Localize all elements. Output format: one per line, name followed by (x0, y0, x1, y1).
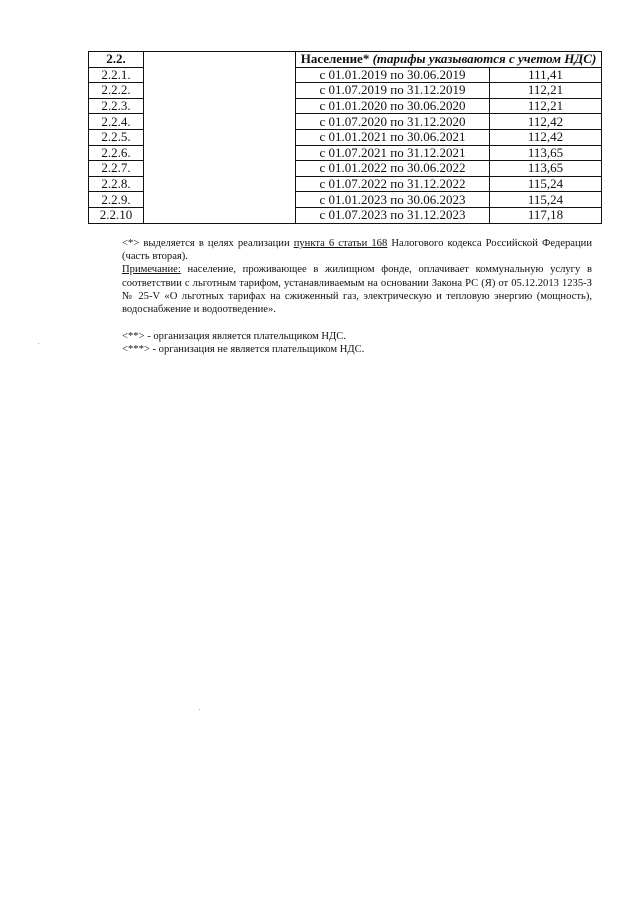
scan-speck (38, 343, 39, 344)
blank-cell (144, 52, 296, 68)
row-number: 2.2.8. (89, 176, 144, 192)
table-row (89, 207, 602, 223)
row-number: 2.2.7. (89, 161, 144, 177)
section-number: 2.2. (89, 52, 144, 68)
row-value: 112,21 (490, 98, 602, 114)
row-period: с 01.07.2020 по 31.12.2020 (296, 114, 490, 130)
table-row (89, 161, 602, 177)
table-header-row (89, 52, 602, 68)
tariff-table (88, 51, 602, 224)
table-row (89, 129, 602, 145)
row-number: 2.2.4. (89, 114, 144, 130)
row-value: 112,42 (490, 129, 602, 145)
blank-cell (144, 114, 296, 130)
row-value: 111,41 (490, 67, 602, 83)
row-number: 2.2.2. (89, 83, 144, 99)
footnote-vat-allocated (122, 237, 592, 263)
table-row (89, 176, 602, 192)
row-value: 112,21 (490, 83, 602, 99)
row-value: 115,24 (490, 176, 602, 192)
row-period: с 01.07.2019 по 31.12.2019 (296, 83, 490, 99)
table-row (89, 114, 602, 130)
row-period: с 01.01.2023 по 30.06.2023 (296, 192, 490, 208)
remark-label: Примечание: (122, 264, 181, 276)
row-number: 2.2.5. (89, 129, 144, 145)
row-period: с 01.07.2022 по 31.12.2022 (296, 176, 490, 192)
row-value: 113,65 (490, 161, 602, 177)
row-period: с 01.07.2023 по 31.12.2023 (296, 207, 490, 223)
footnote1-prefix: <*> выделяется в целях реализации (122, 238, 294, 249)
row-period: с 01.07.2021 по 31.12.2021 (296, 145, 490, 161)
blank-cell (144, 176, 296, 192)
row-value: 117,18 (490, 207, 602, 223)
row-period: с 01.01.2020 по 30.06.2020 (296, 98, 490, 114)
blank-cell (144, 207, 296, 223)
blank-cell (144, 192, 296, 208)
table-row (89, 98, 602, 114)
row-number: 2.2.6. (89, 145, 144, 161)
row-number: 2.2.10 (89, 207, 144, 223)
row-number: 2.2.3. (89, 98, 144, 114)
footnote1-suffix: Налогового кодекса Российской Федерации (часть вторая). (122, 238, 592, 263)
blank-cell (144, 129, 296, 145)
scan-speck (199, 709, 200, 710)
table-row (89, 67, 602, 83)
notes-block (122, 237, 592, 357)
tax-code-link[interactable]: пункта 6 статьи 168 (293, 238, 388, 249)
footnote-non-vat-payer: <***> - организация не является плательщиком НДС. (122, 344, 365, 356)
row-value: 115,24 (490, 192, 602, 208)
blank-cell (144, 67, 296, 83)
blank-cell (144, 161, 296, 177)
row-period: с 01.01.2022 по 30.06.2022 (296, 161, 490, 177)
section-title-italic: (тарифы указываются с учетом НДС) (372, 51, 597, 67)
remark-text: население, проживающее в жилищном фонде, оплачивает коммунальную услугу в соответствии с льготным тарифом, устанавливаемым на основании Закона РС (Я) от 05.12.2013 1235-З № 25-V «О льготных тарифах на сжиженный газ, электрическую и тепловую энергию (мощность), водоснабжение и водоотведение». (122, 264, 592, 316)
row-value: 113,65 (490, 145, 602, 161)
blank-cell (144, 98, 296, 114)
blank-cell (144, 145, 296, 161)
row-number: 2.2.1. (89, 67, 144, 83)
row-number: 2.2.9. (89, 192, 144, 208)
section-title (296, 52, 602, 68)
table-row (89, 83, 602, 99)
table-row (89, 192, 602, 208)
remark (122, 263, 592, 316)
row-value: 112,42 (490, 114, 602, 130)
footnote-vat-payer: <**> - организация является плательщиком НДС. (122, 331, 346, 343)
row-period: с 01.01.2021 по 30.06.2021 (296, 129, 490, 145)
table-row (89, 145, 602, 161)
row-period: с 01.01.2019 по 30.06.2019 (296, 67, 490, 83)
section-title-bold: Население* (300, 51, 370, 67)
blank-cell (144, 83, 296, 99)
